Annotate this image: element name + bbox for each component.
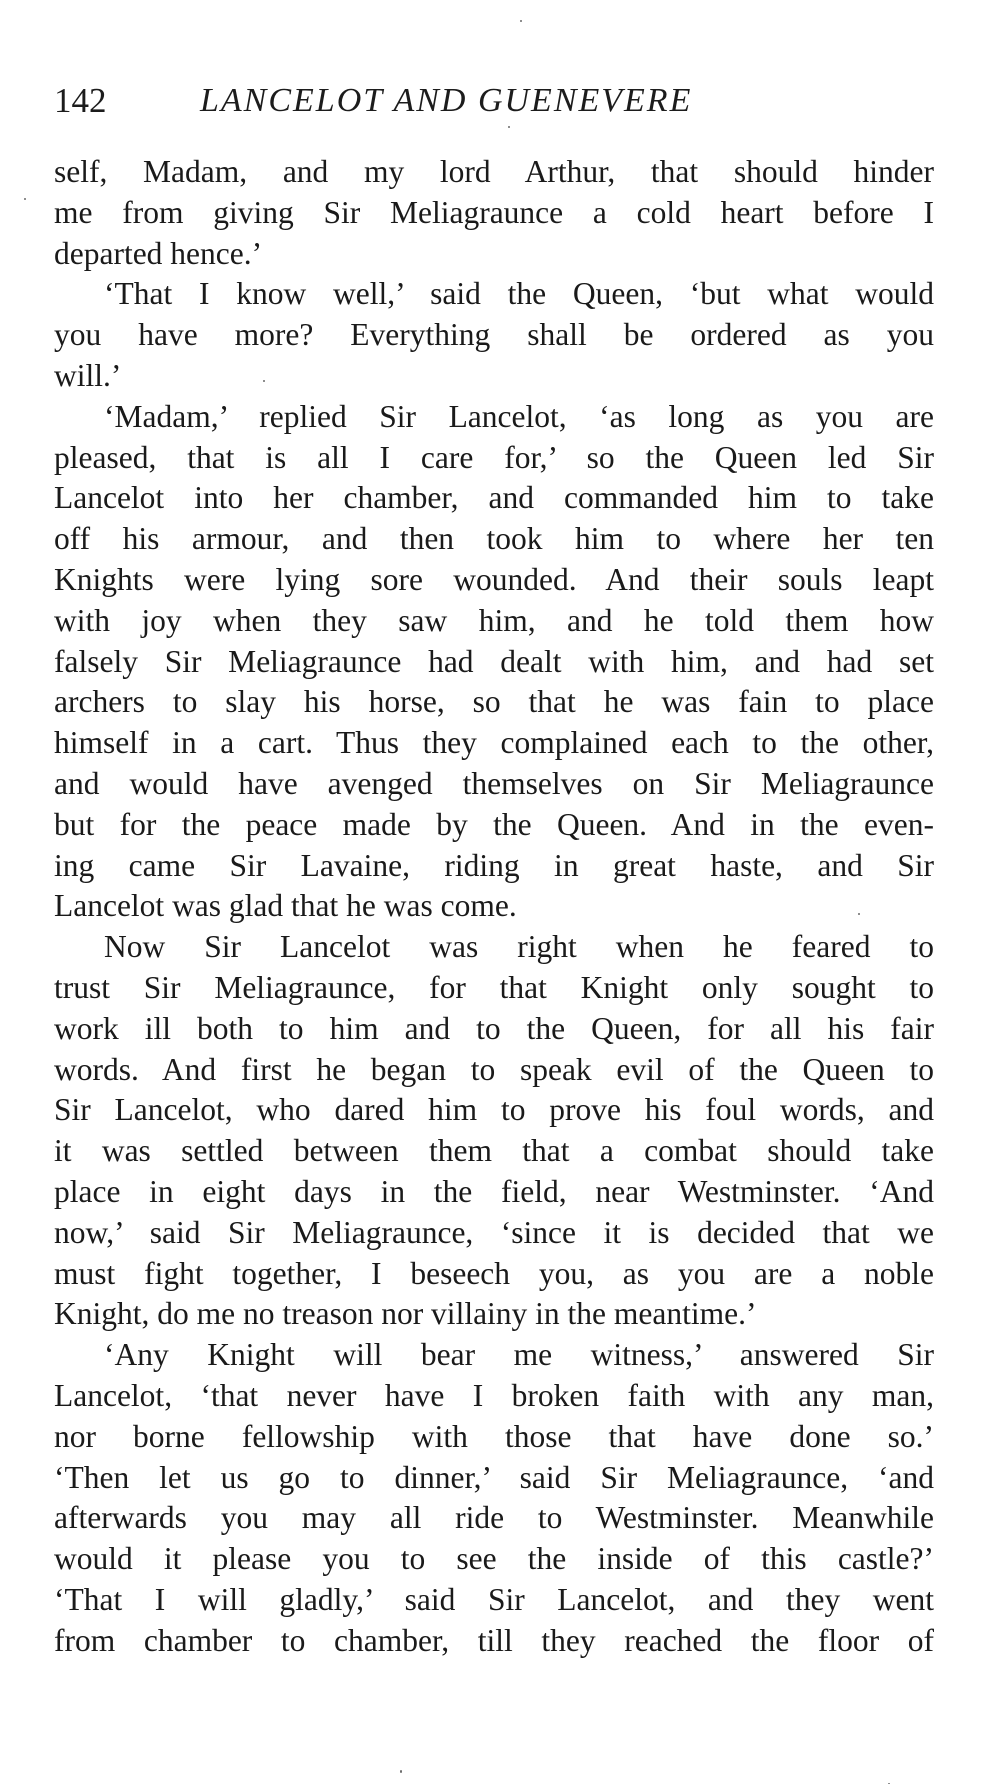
running-title: LANCELOT AND GUENEVERE: [200, 82, 693, 119]
scan-speck: [520, 20, 522, 22]
page-number: 142: [54, 81, 107, 120]
running-head: [54, 76, 934, 126]
text-line: himself in a cart. Thus they complained each to the other,: [54, 725, 934, 761]
text-line: Lancelot, ‘that never have I broken faith with any man,: [54, 1377, 934, 1413]
scan-speck: [24, 198, 26, 200]
text-line: departed hence.’: [54, 235, 263, 271]
text-line: ‘Madam,’ replied Sir Lancelot, ‘as long as you are: [104, 398, 934, 434]
text-line: afterwards you may all ride to Westminster. Meanwhile: [54, 1500, 934, 1536]
text-line: off his armour, and then took him to where her ten: [54, 521, 934, 557]
text-line: will.’: [54, 357, 122, 393]
text-line: words. And first he began to speak evil of the Queen to: [54, 1051, 934, 1087]
text-line: must fight together, I beseech you, as you are a noble: [54, 1255, 934, 1291]
text-line: Knights were lying sore wounded. And their souls leapt: [54, 561, 934, 597]
text-line: ‘That I will gladly,’ said Sir Lancelot, and they went: [54, 1581, 934, 1617]
scan-speck: [858, 913, 860, 915]
text-line: ing came Sir Lavaine, riding in great haste, and Sir: [54, 847, 934, 883]
text-line: from chamber to chamber, till they reached the floor of: [54, 1622, 934, 1658]
text-line: falsely Sir Meliagraunce had dealt with him, and had set: [54, 643, 934, 679]
text-line: self, Madam, and my lord Arthur, that should hinder: [54, 154, 934, 189]
text-line: you have more? Everything shall be ordered as you: [54, 317, 934, 353]
text-line: Now Sir Lancelot was right when he feared to: [104, 929, 934, 965]
scan-speck: [508, 126, 510, 128]
text-line: but for the peace made by the Queen. And in the even-: [54, 806, 934, 842]
text-line: pleased, that is all I care for,’ so the Queen led Sir: [54, 439, 934, 475]
text-line: ‘Then let us go to dinner,’ said Sir Meliagraunce, ‘and: [54, 1459, 934, 1495]
text-line: with joy when they saw him, and he told them how: [54, 602, 934, 638]
text-line: work ill both to him and to the Queen, for all his fair: [54, 1010, 934, 1046]
scan-speck: [263, 380, 265, 382]
text-line: Knight, do me no treason nor villainy in the meantime.’: [54, 1296, 757, 1332]
text-line: it was settled between them that a combat should take: [54, 1133, 934, 1169]
text-line: Lancelot was glad that he was come.: [54, 888, 517, 924]
text-line: place in eight days in the field, near Westminster. ‘And: [54, 1173, 934, 1209]
text-line: nor borne fellowship with those that have done so.’: [54, 1418, 934, 1454]
text-line: archers to slay his horse, so that he was fain to place: [54, 684, 934, 720]
text-line: Lancelot into her chamber, and commanded him to take: [54, 480, 934, 516]
text-line: and would have avenged themselves on Sir Meliagraunce: [54, 765, 934, 801]
text-line: now,’ said Sir Meliagraunce, ‘since it is decided that we: [54, 1214, 934, 1250]
text-line: Sir Lancelot, who dared him to prove his foul words, and: [54, 1092, 934, 1128]
body-text: [54, 152, 934, 1661]
text-line: me from giving Sir Meliagraunce a cold heart before I: [54, 194, 934, 230]
text-line: ‘Any Knight will bear me witness,’ answered Sir: [104, 1337, 934, 1373]
text-line: would it please you to see the inside of this castle?’: [54, 1541, 934, 1577]
scan-speck: [400, 1770, 402, 1773]
text-line: trust Sir Meliagraunce, for that Knight only sought to: [54, 969, 934, 1005]
text-line: ‘That I know well,’ said the Queen, ‘but what would: [104, 276, 934, 312]
